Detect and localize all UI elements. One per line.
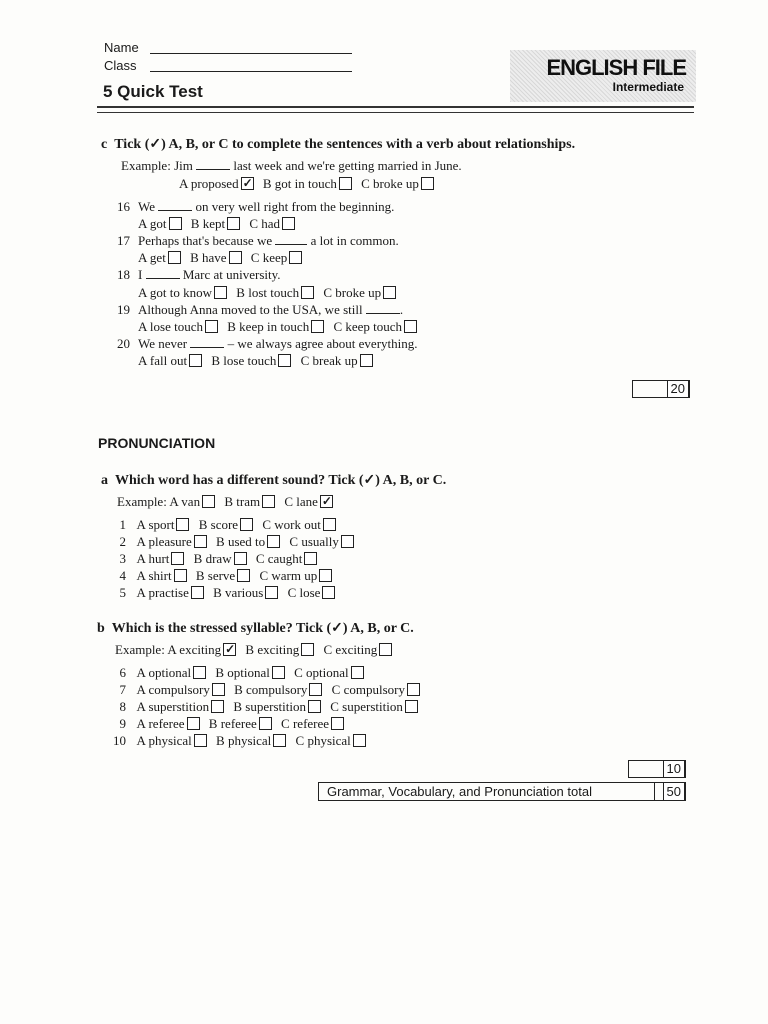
question-number: 18 [117,267,130,282]
option-label: C caught [255,551,303,566]
checkbox[interactable] [211,700,224,713]
example-prefix: Example: Jim [121,158,193,173]
question-17-options [138,250,308,266]
option-label: B have [190,250,227,265]
checkbox[interactable] [227,217,240,230]
checkbox[interactable] [168,251,181,264]
checkbox[interactable] [193,666,206,679]
pron-a-instruction [101,472,446,489]
header-divider-thin [97,112,694,113]
checkbox[interactable] [304,552,317,565]
question-18-options [138,285,402,301]
checkbox[interactable] [237,569,250,582]
checkbox[interactable] [262,495,275,508]
question-17 [108,233,399,249]
logo-title: ENGLISH FILE [546,55,686,80]
pronunciation-score: 10 [663,760,685,778]
checkbox[interactable] [383,286,396,299]
option-label: A fall out [138,353,188,368]
pron-question-2 [104,534,360,550]
pronunciation-score-box [628,760,686,778]
checkbox[interactable] [259,717,272,730]
question-number: 8 [119,699,126,714]
example-label: Example: [117,494,167,509]
checkbox[interactable] [421,177,434,190]
total-score-box [318,782,686,801]
checkbox[interactable] [319,569,332,582]
option-label: B used to [216,534,266,549]
question-number: 17 [117,233,130,248]
checkbox[interactable] [265,586,278,599]
option-label: A got to know [138,285,213,300]
pron-question-3 [104,551,323,567]
question-number: 10 [113,733,126,748]
checkbox[interactable] [171,552,184,565]
pron-question-6 [104,665,370,681]
option-label: B optional [215,665,270,680]
answer-blank [190,337,224,348]
pron-question-4 [104,568,338,584]
question-19 [108,302,403,318]
question-number: 7 [119,682,126,697]
option-label: C keep touch [333,319,403,334]
option-label: B referee [208,716,257,731]
page-title: 5 Quick Test [103,82,203,101]
pron-question-10 [104,733,372,749]
option-label: A compulsory [136,682,210,697]
option-label: B kept [190,216,226,231]
pron-a-letter: a [101,473,108,488]
checkbox[interactable] [311,320,324,333]
question-number: 6 [119,665,126,680]
option-label: B superstition [233,699,306,714]
checkbox[interactable] [194,734,207,747]
english-file-logo [510,50,696,102]
question-post: – we always agree about everything. [227,336,418,351]
total-score: 50 [663,782,685,801]
question-number: 1 [119,517,126,532]
checkbox[interactable] [241,177,254,190]
section-c-example-sentence [121,158,462,174]
option-label: B lose touch [211,353,277,368]
question-pre: We [138,199,155,214]
checkbox[interactable] [301,286,314,299]
checkbox[interactable] [278,354,291,367]
pron-b-instruction [97,620,414,637]
question-16 [108,199,394,215]
section-c-score: 20 [667,380,689,398]
checkbox[interactable] [229,251,242,264]
total-label: Grammar, Vocabulary, and Pronunciation total [327,784,592,799]
checkbox[interactable] [273,734,286,747]
option-label: A got [138,216,167,231]
section-c-example-options [179,176,440,192]
checkbox[interactable] [191,586,204,599]
checkbox[interactable] [240,518,253,531]
option-label: A proposed [179,176,239,191]
checkbox[interactable] [169,217,182,230]
class-field[interactable] [150,71,352,72]
question-16-options [138,216,301,232]
option-label: C physical [295,733,351,748]
option-label: B score [198,517,239,532]
question-number: 9 [119,716,126,731]
pron-a-text: Which word has a different sound? Tick (✓) A, B, or C. [115,473,447,488]
question-number: 3 [119,551,126,566]
checkbox[interactable] [282,217,295,230]
checkbox[interactable] [379,643,392,656]
checkbox[interactable] [331,717,344,730]
option-label: C optional [294,665,349,680]
option-label: C had [249,216,281,231]
checkbox[interactable] [360,354,373,367]
question-pre: I [138,267,143,282]
checkbox[interactable] [189,354,202,367]
option-label: C break up [300,353,358,368]
question-pre: Perhaps that's because we [138,233,273,248]
option-label: C usually [289,534,339,549]
checkbox[interactable] [272,666,285,679]
checkbox[interactable] [176,518,189,531]
option-label: A exciting [167,642,222,657]
checkbox[interactable] [341,535,354,548]
option-label: B draw [193,551,232,566]
option-label: C referee [281,716,330,731]
question-post: a lot in common. [310,233,399,248]
option-label: A physical [136,733,192,748]
pron-question-5 [104,585,341,601]
option-label: B physical [216,733,272,748]
option-label: A superstition [136,699,210,714]
option-label: A lose touch [138,319,203,334]
checkbox[interactable] [205,320,218,333]
checkbox[interactable] [174,569,187,582]
option-label: A referee [136,716,185,731]
checkbox[interactable] [309,683,322,696]
question-number: 20 [117,336,130,351]
option-label: C broke up [361,176,419,191]
question-pre: Although Anna moved to the USA, we still [138,302,363,317]
name-field[interactable] [150,53,352,54]
option-label: B serve [195,568,236,583]
checkbox[interactable] [267,535,280,548]
question-number: 5 [119,585,126,600]
question-20 [108,336,418,352]
option-label: A van [169,494,201,509]
name-label: Name [104,40,139,55]
class-label: Class [104,58,137,73]
checkbox[interactable] [289,251,302,264]
question-number: 19 [117,302,130,317]
option-label: C broke up [323,285,382,300]
pron-question-7 [104,682,426,698]
pron-a-example [117,494,339,510]
option-label: A get [138,250,166,265]
checkbox[interactable] [187,717,200,730]
checkbox[interactable] [407,683,420,696]
question-number: 16 [117,199,130,214]
question-number: 2 [119,534,126,549]
pron-question-9 [104,716,350,732]
option-label: B tram [224,494,261,509]
option-label: C warm up [259,568,318,583]
option-label: C work out [262,517,321,532]
option-label: A hurt [136,551,170,566]
question-post: Marc at university. [182,267,281,282]
total-divider [654,783,655,800]
option-label: B lost touch [236,285,300,300]
answer-blank [146,268,180,279]
question-20-options [138,353,379,369]
checkbox[interactable] [194,535,207,548]
option-label: B compulsory [234,682,308,697]
checkbox[interactable] [351,666,364,679]
answer-blank [366,303,400,314]
answer-blank [158,200,192,211]
pron-b-letter: b [97,621,105,636]
option-label: B exciting [245,642,300,657]
option-label: A optional [136,665,192,680]
pron-b-text: Which is the stressed syllable? Tick (✓) A, B, or C. [111,621,414,636]
example-label: Example: [115,642,165,657]
logo-subtitle: Intermediate [612,80,684,94]
section-c-instruction [101,136,575,153]
checkbox[interactable] [212,683,225,696]
checkbox[interactable] [320,495,333,508]
pron-question-1 [104,517,342,533]
checkbox[interactable] [308,700,321,713]
pron-question-8 [104,699,424,715]
checkbox[interactable] [339,177,352,190]
option-label: B keep in touch [227,319,310,334]
question-18 [108,267,281,283]
option-label: B various [213,585,264,600]
example-blank [196,159,230,170]
option-label: C exciting [323,642,378,657]
header-divider [97,106,694,108]
question-post: on very well right from the beginning. [195,199,395,214]
checkbox[interactable] [234,552,247,565]
option-label: C compulsory [331,682,405,697]
question-pre: We never [138,336,188,351]
option-label: C keep [250,250,288,265]
option-label: C superstition [330,699,403,714]
pron-b-example [115,642,398,658]
pronunciation-heading: PRONUNCIATION [98,435,216,451]
answer-blank [275,234,307,245]
question-number: 4 [119,568,126,583]
checkbox[interactable] [323,518,336,531]
example-suffix: last week and we're getting married in June. [233,158,462,173]
question-19-options [138,319,423,335]
checkbox[interactable] [301,643,314,656]
option-label: A sport [136,517,175,532]
question-post: . [399,302,404,317]
option-label: A shirt [136,568,172,583]
section-c-letter: c [101,137,108,152]
option-label: C lose [287,585,321,600]
option-label: A pleasure [136,534,192,549]
option-label: C lane [284,494,318,509]
option-label: A practise [136,585,189,600]
option-label: B got in touch [262,176,337,191]
checkbox[interactable] [214,286,227,299]
section-c-score-box [632,380,690,398]
checkbox[interactable] [202,495,215,508]
checkbox[interactable] [405,700,418,713]
checkbox[interactable] [404,320,417,333]
checkbox[interactable] [353,734,366,747]
checkbox[interactable] [223,643,236,656]
checkbox[interactable] [322,586,335,599]
section-c-text: Tick (✓) A, B, or C to complete the sentences with a verb about relationships. [114,137,576,152]
